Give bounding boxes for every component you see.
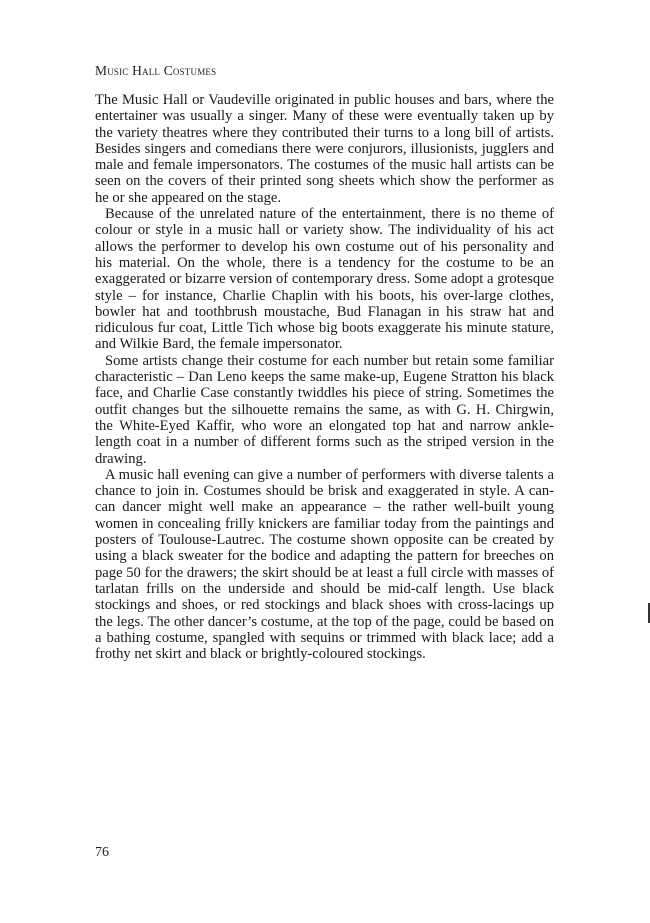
body-text bbox=[95, 92, 554, 662]
paragraph-1: The Music Hall or Vaudeville originated in public houses and bars, where the entertainer was usually a singer. Many of these were eventually taken up by the variety theatres where they contributed their turns to a long bill of artists. Besides singers and comedians there were conjurors, illusionists, jugglers and male and female impersonators. The costumes of the music hall artists can be seen on the covers of their printed song sheets which show the performer as he or she appeared on the stage. bbox=[95, 92, 554, 206]
page-number: 76 bbox=[95, 845, 109, 860]
running-head: Music Hall Costumes bbox=[95, 63, 217, 78]
scan-edge-mark bbox=[648, 603, 650, 623]
paragraph-3: Some artists change their costume for each number but retain some familiar characteristic – Dan Leno keeps the same make-up, Eugene Stratton his black face, and Charlie Case constantly twiddles his piece of string. Sometimes the outfit changes but the silhouette remains the same, as with G. H. Chirgwin, the White-Eyed Kaffir, who wore an elongated top hat and narrow ankle-length coat in a number of different forms such as the striped version in the drawing. bbox=[95, 352, 554, 467]
paragraph-4: A music hall evening can give a number of performers with diverse talents a chance to join in. Costumes should be brisk and exaggerated in style. A can-can dancer might well make an appearance – the rather well-built young women in concealing frilly knickers are familiar today from the paintings and posters of Toulouse-Lautrec. The costume shown opposite can be created by using a black sweater for the bodice and adapting the pattern for breeches on page 50 for the drawers; the skirt should be at least a full circle with masses of tarlatan frills on the underside and should be mid-calf length. Use black stockings and shoes, or red stockings and black shoes with cross-lacings up the legs. The other dancer’s costume, at the top of the page, could be based on a bathing costume, spangled with sequins or trimmed with black lace; add a frothy net skirt and black or brightly-coloured stockings. bbox=[95, 466, 554, 663]
paragraph-2: Because of the unrelated nature of the entertainment, there is no theme of colour or style in a music hall or variety show. The individuality of his act allows the performer to develop his own costume out of his personality and his material. On the whole, there is a tendency for the costume to be an exaggerated or bizarre version of contemporary dress. Some adopt a grotesque style – for instance, Charlie Chaplin with his boots, his over-large clothes, bowler hat and toothbrush moustache, Bud Flanagan in his straw hat and ridiculous fur coat, Little Tich whose big boots exaggerate his minute stature, and Wilkie Bard, the female impersonator. bbox=[95, 206, 554, 353]
